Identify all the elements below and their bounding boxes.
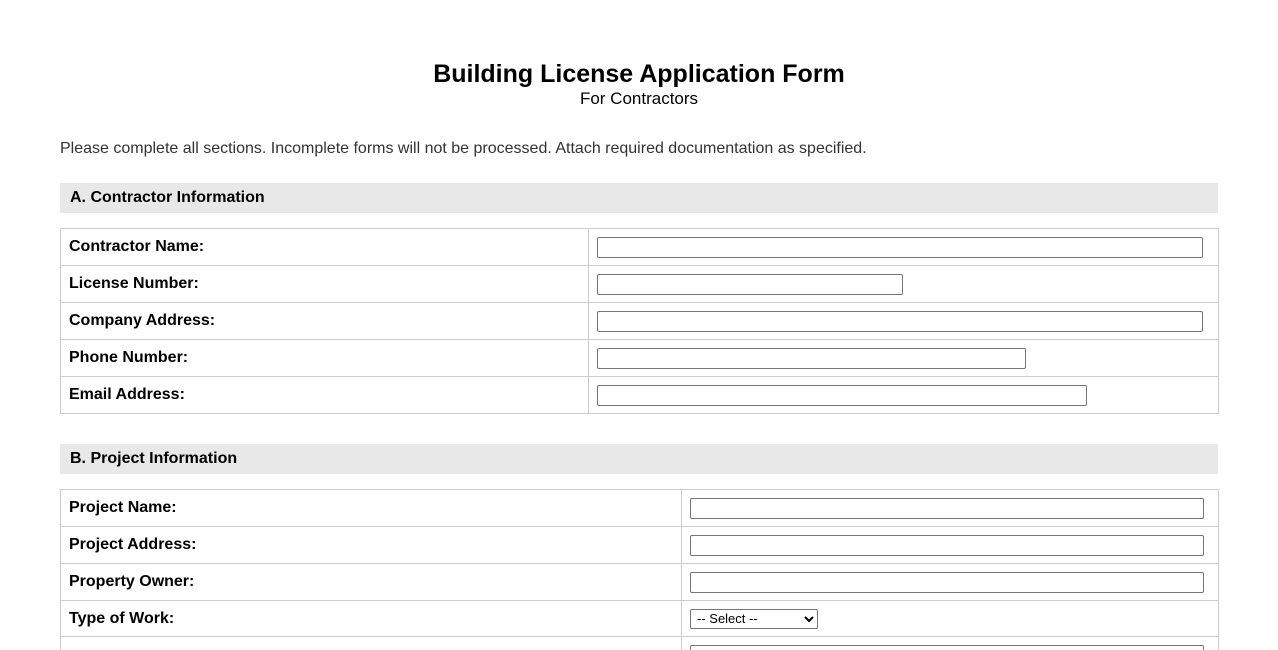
contractor-info-table (60, 228, 1219, 414)
section-b-heading: B. Project Information (60, 444, 1218, 474)
license-number-input[interactable] (597, 274, 903, 295)
property-owner-input[interactable] (690, 572, 1204, 593)
type-of-work-label: Type of Work: (61, 601, 682, 637)
email-address-input[interactable] (597, 385, 1087, 406)
company-address-input[interactable] (597, 311, 1203, 332)
table-row (61, 266, 1219, 303)
project-name-label: Project Name: (61, 490, 682, 527)
table-row (61, 490, 1219, 527)
phone-number-input[interactable] (597, 348, 1026, 369)
company-address-label: Company Address: (61, 303, 589, 340)
table-row (61, 229, 1219, 266)
table-row (61, 527, 1219, 564)
type-of-work-select[interactable] (690, 609, 818, 629)
table-row (61, 340, 1219, 377)
project-address-input[interactable] (690, 535, 1204, 556)
property-owner-label: Property Owner: (61, 564, 682, 601)
table-row (61, 303, 1219, 340)
table-row (61, 564, 1219, 601)
table-row (61, 637, 1219, 650)
table-row (61, 377, 1219, 414)
section-a-heading: A. Contractor Information (60, 183, 1218, 213)
project-info-table (60, 489, 1219, 650)
license-number-label: License Number: (61, 266, 589, 303)
next-field-input[interactable] (690, 645, 1204, 650)
project-address-label: Project Address: (61, 527, 682, 564)
table-row (61, 601, 1219, 637)
contractor-name-label: Contractor Name: (61, 229, 589, 266)
page-title: Building License Application Form (433, 60, 845, 88)
page-subtitle: For Contractors (579, 89, 699, 108)
contractor-name-input[interactable] (597, 237, 1203, 258)
instructions-text: Please complete all sections. Incomplete forms will not be processed. Attach required documentation as specified. (60, 140, 867, 157)
project-name-input[interactable] (690, 498, 1204, 519)
email-address-label: Email Address: (61, 377, 589, 414)
phone-number-label: Phone Number: (61, 340, 589, 377)
form-header (0, 59, 1278, 109)
next-field-label (61, 637, 682, 650)
